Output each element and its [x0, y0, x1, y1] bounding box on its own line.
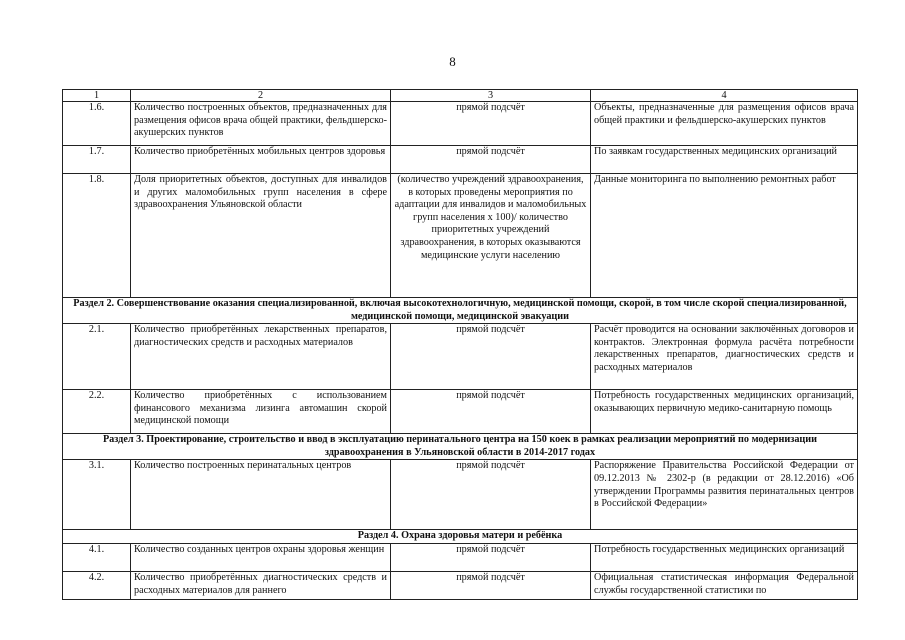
row-number: 2.1.: [63, 324, 131, 390]
indicator-name: Количество приобретённых диагностических средств и расходных материалов для раннего: [131, 572, 391, 600]
data-source: Расчёт проводится на основании заключённых договоров и контрактов. Электронная формула расчёта потребности лекарственных препаратов, диагностических средств и расходных материалов: [591, 324, 858, 390]
row-number: 4.2.: [63, 572, 131, 600]
table-header-row: [63, 90, 858, 102]
section-heading: Раздел 3. Проектирование, строительство и ввод в эксплуатацию перинатального центра на 150 коек в рамках реализации мероприятий по модернизации здравоохранения в Ульяновской области в 2014-2017 годах: [63, 434, 858, 460]
row-number: 1.6.: [63, 102, 131, 146]
table-row: [63, 324, 858, 390]
indicator-name: Количество построенных объектов, предназначенных для размещения офисов врача общей практики, фельдшерско-акушерских пунктов: [131, 102, 391, 146]
indicator-name: Количество приобретённых мобильных центров здоровья: [131, 146, 391, 174]
data-source: Потребность государственных медицинских организаций: [591, 544, 858, 572]
section-row: [63, 530, 858, 544]
table-row: [63, 102, 858, 146]
table-row: [63, 390, 858, 434]
header-cell-1: 1: [63, 90, 131, 102]
row-number: 3.1.: [63, 460, 131, 530]
page-number: 8: [449, 54, 456, 69]
data-source: Объекты, предназначенные для размещения офисов врача общей практики и фельдшерско-акушерских пунктов: [591, 102, 858, 146]
row-number: 1.7.: [63, 146, 131, 174]
header-cell-4: 4: [591, 90, 858, 102]
calculation-method: прямой подсчёт: [391, 146, 591, 174]
data-source: Потребность государственных медицинских организаций, оказывающих первичную медико-санитарную помощь: [591, 390, 858, 434]
row-number: 2.2.: [63, 390, 131, 434]
data-source: Данные мониторинга по выполнению ремонтных работ: [591, 174, 858, 298]
calculation-method: прямой подсчёт: [391, 460, 591, 530]
calculation-method: прямой подсчёт: [391, 324, 591, 390]
indicator-name: Доля приоритетных объектов, доступных для инвалидов и других маломобильных групп населения в сфере здравоохранения Ульяновской области: [131, 174, 391, 298]
calculation-method: прямой подсчёт: [391, 572, 591, 600]
section-heading: Раздел 2. Совершенствование оказания специализированной, включая высокотехнологичную, медицинской помощи, скорой, в том числе скорой специализированной, медицинской помощи, медицинской эвакуации: [63, 298, 858, 324]
section-row: [63, 298, 858, 324]
data-source: Официальная статистическая информация Федеральной службы государственной статистики по: [591, 572, 858, 600]
indicator-name: Количество построенных перинатальных центров: [131, 460, 391, 530]
section-row: [63, 434, 858, 460]
data-source: По заявкам государственных медицинских организаций: [591, 146, 858, 174]
table-row: [63, 460, 858, 530]
calculation-method: прямой подсчёт: [391, 102, 591, 146]
header-cell-2: 2: [131, 90, 391, 102]
indicator-name: Количество созданных центров охраны здоровья женщин: [131, 544, 391, 572]
indicator-name: Количество приобретённых с использованием финансового механизма лизинга автомашин скорой медицинской помощи: [131, 390, 391, 434]
section-heading: Раздел 4. Охрана здоровья матери и ребёнка: [63, 530, 858, 544]
data-source: Распоряжение Правительства Российской Федерации от 09.12.2013 № 2302-р (в редакции от 28.12.2016) «Об утверждении Программы развития перинатальных центров в Российской Федерации»: [591, 460, 858, 530]
calculation-method: прямой подсчёт: [391, 390, 591, 434]
table-row: [63, 572, 858, 600]
table-row: [63, 146, 858, 174]
indicator-name: Количество приобретённых лекарственных препаратов, диагностических средств и расходных материалов: [131, 324, 391, 390]
calculation-method: прямой подсчёт: [391, 544, 591, 572]
header-cell-3: 3: [391, 90, 591, 102]
table-row: [63, 544, 858, 572]
indicators-table: [62, 89, 858, 600]
row-number: 1.8.: [63, 174, 131, 298]
table-row: [63, 174, 858, 298]
row-number: 4.1.: [63, 544, 131, 572]
calculation-method: (количество учреждений здравоохранения, в которых проведены мероприятия по адаптации для инвалидов и маломобильных групп населения х 100)/ количество приоритетных учреждений здравоохранения, в которых оказываются медицинские услуги населению: [391, 174, 591, 298]
